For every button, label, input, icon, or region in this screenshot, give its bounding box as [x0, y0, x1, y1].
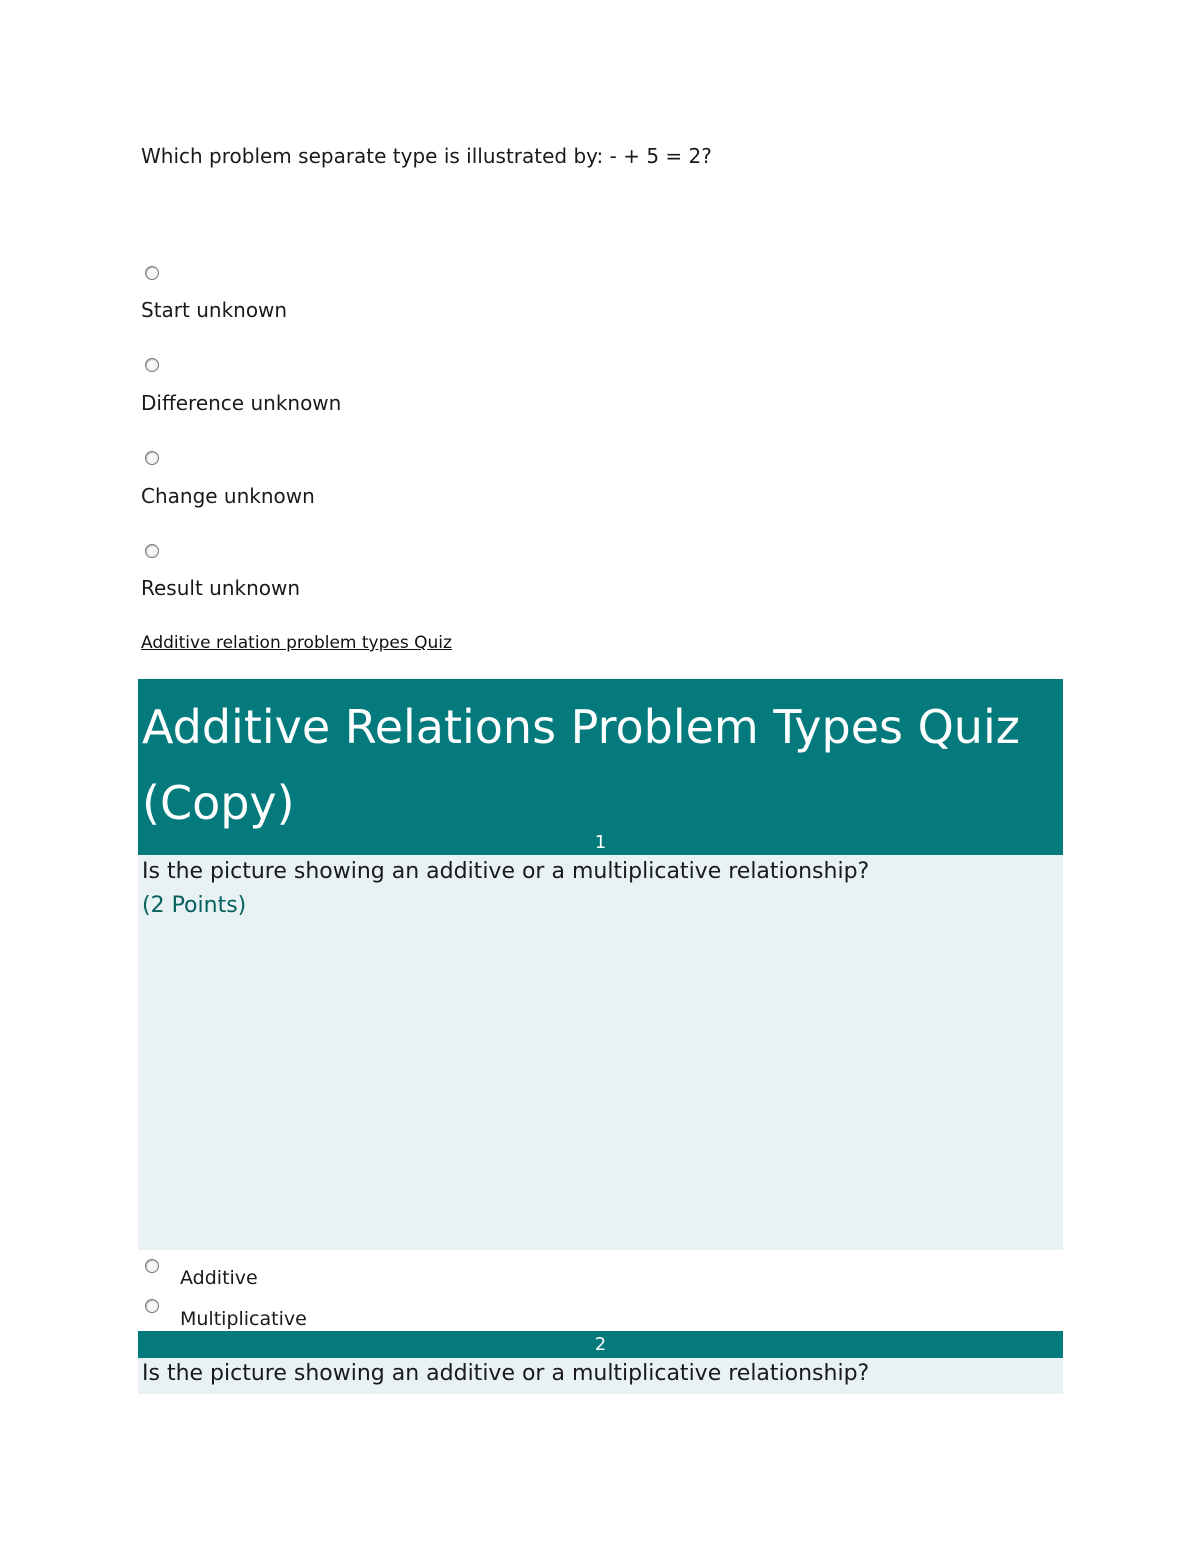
- radio-change-unknown[interactable]: [145, 451, 159, 465]
- question-text: Which problem separate type is illustrated by: - + 5 = 2?: [141, 144, 712, 168]
- quiz-header-banner: [138, 679, 1063, 855]
- question-1-points: (2 Points): [142, 893, 247, 918]
- option-label-multiplicative: Multiplicative: [180, 1308, 307, 1330]
- option-label-difference-unknown: Difference unknown: [141, 391, 342, 415]
- radio-difference-unknown[interactable]: [145, 358, 159, 372]
- quiz-link[interactable]: Additive relation problem types Quiz: [141, 633, 452, 653]
- radio-start-unknown[interactable]: [145, 266, 159, 280]
- option-label-change-unknown: Change unknown: [141, 484, 315, 508]
- quiz-title: Additive Relations Problem Types Quiz (Copy): [142, 700, 1020, 830]
- option-label-result-unknown: Result unknown: [141, 576, 301, 600]
- question-1-text: Is the picture showing an additive or a multiplicative relationship?: [142, 859, 870, 884]
- option-label-start-unknown: Start unknown: [141, 298, 288, 322]
- radio-result-unknown[interactable]: [145, 544, 159, 558]
- question-panel-2: [138, 1358, 1063, 1394]
- question-number-2: 2: [138, 1331, 1063, 1358]
- option-label-additive: Additive: [180, 1267, 258, 1289]
- question-panel-1: [138, 855, 1063, 1250]
- question-2-text: Is the picture showing an additive or a multiplicative relationship?: [142, 1361, 870, 1386]
- radio-multiplicative[interactable]: [145, 1299, 159, 1313]
- radio-additive[interactable]: [145, 1259, 159, 1273]
- question-number-1: 1: [594, 832, 607, 853]
